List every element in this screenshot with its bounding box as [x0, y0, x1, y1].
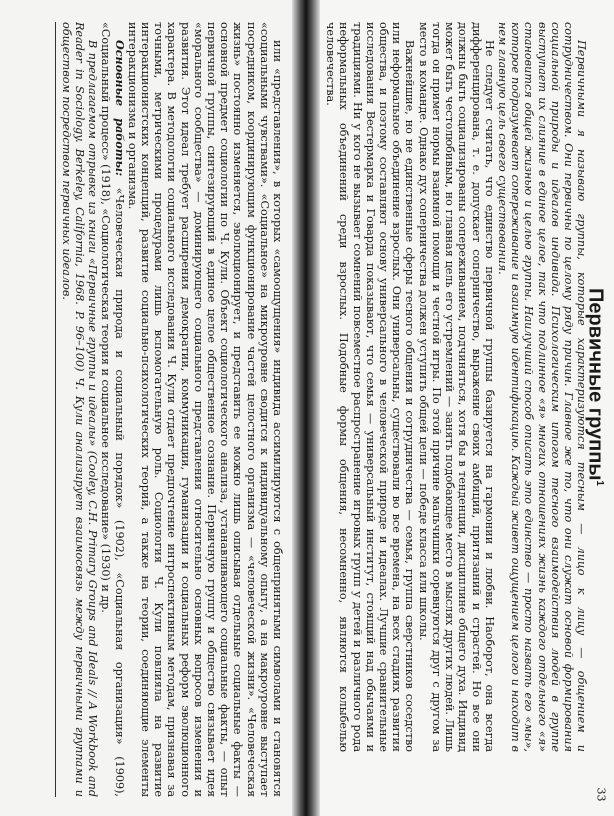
works-text: «Человеческая природа и социальный порядок» (1902), «Социальная организация» (1909), «Социальный процесс» (1918), «Социологическая теория и социальное исследование» (1930) и др. [99, 22, 126, 797]
page-number: 33 [594, 787, 608, 802]
right-page-text [324, 22, 606, 752]
excerpt-note: В предлагаемом отрывке из книги «Первичные группы и идеалы» (Cooley, C.H. Primary Groups and Ideals // A Workbook and Reader in Sociology. Berkeley, California, 1968. P. 96–100) Ч. Кули анализирует взаимосвязь между первичными группами и обществом посредством первичных идеалов. [59, 22, 100, 797]
right-paragraph-2: Не следует считать, что единство первичной группы базируется на гармонии и любви. Наоборот, она всегда дифференцирована, т. е. допускает соперничество, выражение своих амбиций, притязаний и страстей. Но все они должны быть социализированы сопереживанием, подчиняться, хотя бы в тенденции, дисциплине общего духа. Индивид может быть честолюбивым, но главная цель его устремлений — занять подобающее место в мыслях других людей. Лишь тогда он примет нормы взаимной помощи и честной игры. По этой причине мальчишки соревнуются друг с другом за место в команде. Однако дух соперничества должен уступить общей цели — победе класса или школы. [416, 22, 496, 752]
right-paragraph-1 [496, 22, 588, 752]
page-title [584, 22, 606, 752]
right-paragraph-1-text: Первичными я называю группы, которые характеризуются тесным — лицо к лицу — общением и сотрудничеством. Они первичны по целому ряду причин. Главное же то, что они служат основой формирования социальной природы и идеалов индивида. Психологическим итогом тесного взаимодействия людей в группе выступает их слияние в единое целое, так что подлинное «я» многих отношениях жизнь каждого отдельного «я» становится общей жизнью и целью группы. Наилучший способ описать это единство — просто назвать его «мы», которое подразумевает сопереживание и взаимную идентификацию. Каждый живет ощущением целого и находит в нем главную цель своего существования. [495, 22, 589, 752]
left-paragraph: или «представления», в которых «самоощущения» индивида ассимилируются с общепринятыми символами и становятся «социальными чувствами». «Социальное» на микроуровне сводится к индивидуальному опыту, а на макроуровне выступает посредником, координирующим функционирование частей целостного организма — «человеческой жизни». «Человеческая жизнь» постоянно изменяется, эволюционирует, и представить ее можно лишь описывая отдельные социальные факты — основной предмет социологии по Ч. Кули. Объект социологического анализа, устанавливающего социальные факты, — опыт первичной группы, синтезирующий в единое целое общественное сознание. Первичную группу и общество связывает идея «морального сообщества» — доминирующего социального представления относительно основных вопросов изменения и развития. Этот идеал требует расширения демократии, коммуникации, гуманизации и социальных реформ эволюционного характера. В методологии социального исследования Ч. Кули отдает предпочтение интроспективным методам, признавая за точными, метрическими процедурами лишь вспомогательную роль. Социология Ч. Кули повлияла на развитие интеракционистских концепций, развитие социально-психологических теорий, а также на теории, соединяющие элементы интеракционизма и организма. [125, 22, 284, 797]
right-page [320, 0, 614, 816]
left-page-text [14, 22, 284, 797]
title-footnote-mark: 1 [594, 480, 605, 486]
page-title-text: Первичные группы [584, 288, 606, 481]
works-label: Основные работы: [112, 40, 127, 177]
right-paragraph-3: Важнейшие, но не единственные сферы тесного общения и сотрудничества — семья, группа сверстников соседство или неформальное объединение взрослых. Они универсальны, существовали во все времена, на всех стадиях развития общества, и поэтому составляют основу универсального в человеческой природе и идеалах. Лучшие сравнительные исследования Вестермарка и Говарда показывают, что семья — универсальный институт, стоящий над обычаями и традициями. Ни у кого не вызывает сомнений повсеместное распространение игровых групп у детей и различного рода неформальных объединений среди взрослых. Подобные формы общения, несомненно, являются колыбелью человечества. [324, 22, 417, 752]
book-binding [292, 0, 320, 816]
works-paragraph [99, 22, 125, 797]
left-page [0, 0, 292, 816]
left-divider [55, 22, 56, 797]
